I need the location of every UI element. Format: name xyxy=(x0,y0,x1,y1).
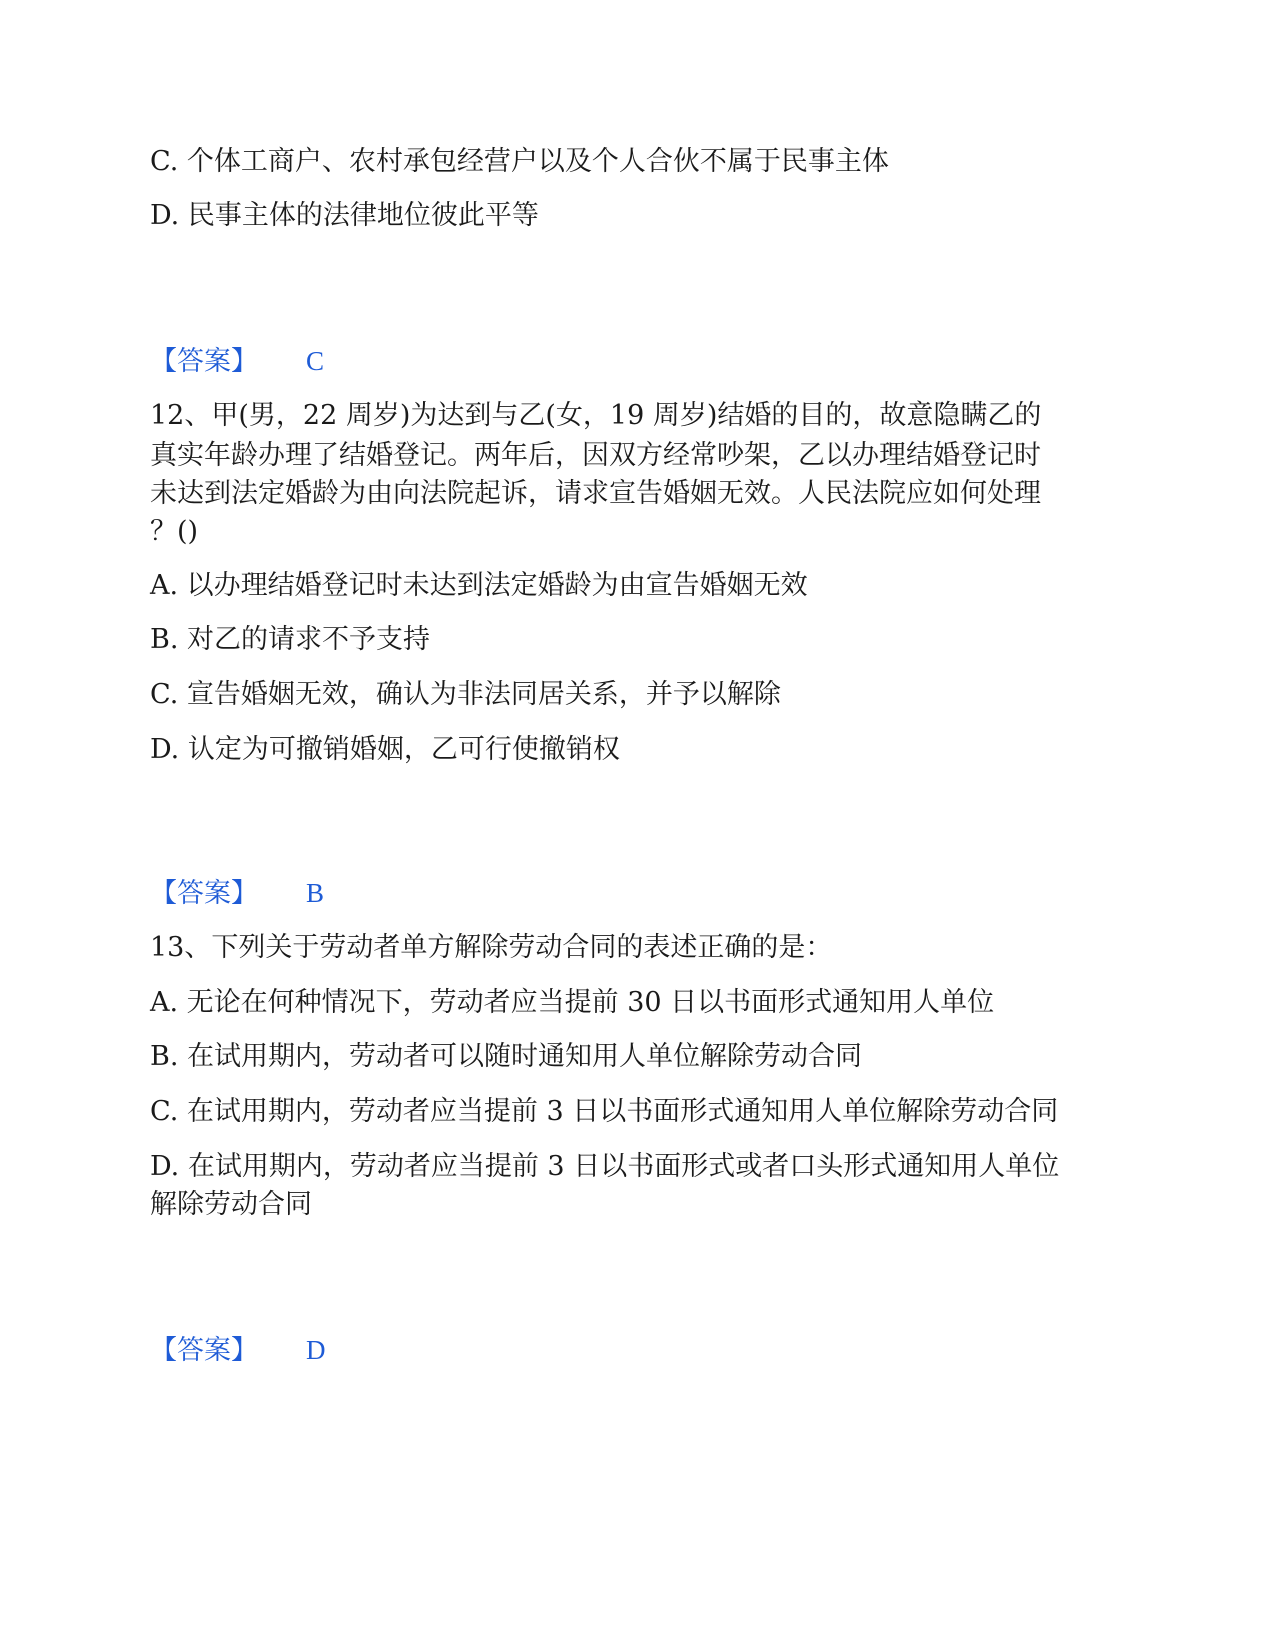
q12-stem-line-4: ？() xyxy=(150,516,199,547)
q11-option-d: D. 民事主体的法律地位彼此平等 xyxy=(150,200,539,231)
q13-option-d-line-2: 解除劳动合同 xyxy=(150,1189,312,1220)
answer-value: B xyxy=(306,878,325,908)
q13-option-b: B. 在试用期内，劳动者可以随时通知用人单位解除劳动合同 xyxy=(150,1041,863,1072)
q13-answer xyxy=(150,1330,326,1371)
q12-stem-line-1: 12、甲(男，22 周岁)为达到与乙(女，19 周岁)结婚的目的，故意隐瞒乙的 xyxy=(150,400,1042,431)
q13-option-a: A. 无论在何种情况下，劳动者应当提前 30 日以书面形式通知用人单位 xyxy=(150,987,995,1018)
answer-label: 【答案】 xyxy=(150,346,258,377)
q12-stem-line-2: 真实年龄办理了结婚登记。两年后，因双方经常吵架，乙以办理结婚登记时 xyxy=(150,440,1041,471)
q12-option-a: A. 以办理结婚登记时未达到法定婚龄为由宣告婚姻无效 xyxy=(150,570,808,601)
q12-option-b: B. 对乙的请求不予支持 xyxy=(150,624,431,655)
answer-label: 【答案】 xyxy=(150,878,258,909)
q13-option-c: C. 在试用期内，劳动者应当提前 3 日以书面形式通知用人单位解除劳动合同 xyxy=(150,1096,1059,1127)
q12-option-d: D. 认定为可撤销婚姻，乙可行使撤销权 xyxy=(150,734,620,765)
q13-stem: 13、下列关于劳动者单方解除劳动合同的表述正确的是： xyxy=(150,932,833,963)
q12-answer xyxy=(150,873,324,914)
answer-value: D xyxy=(306,1335,326,1365)
q11-option-c: C. 个体工商户、农村承包经营户以及个人合伙不属于民事主体 xyxy=(150,146,889,177)
q11-answer xyxy=(150,341,324,382)
q13-option-d-line-1: D. 在试用期内，劳动者应当提前 3 日以书面形式或者口头形式通知用人单位 xyxy=(150,1151,1060,1182)
q12-option-c: C. 宣告婚姻无效，确认为非法同居关系，并予以解除 xyxy=(150,679,781,710)
answer-value: C xyxy=(306,346,325,376)
answer-label: 【答案】 xyxy=(150,1335,258,1366)
q12-stem-line-3: 未达到法定婚龄为由向法院起诉，请求宣告婚姻无效。人民法院应如何处理 xyxy=(150,478,1041,509)
